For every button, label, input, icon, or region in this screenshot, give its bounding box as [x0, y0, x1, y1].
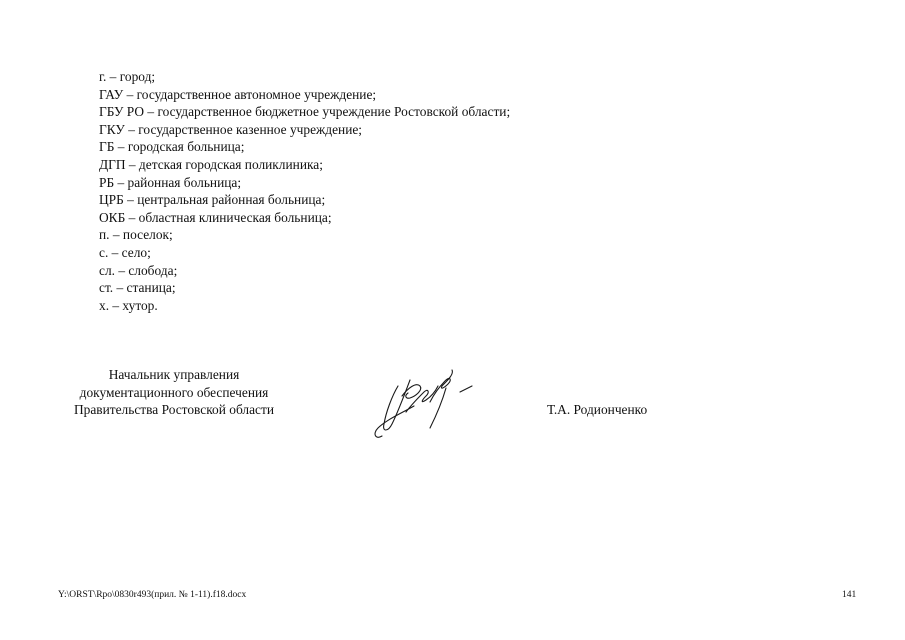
abbreviation-item: ОКБ – областная клиническая больница;	[99, 209, 332, 225]
abbreviation-item: х. – хутор.	[99, 297, 158, 313]
footer-file-path: Y:\ORST\Rpo\0830r493(прил. № 1-11).f18.docx	[58, 590, 247, 600]
abbreviation-item: с. – село;	[99, 244, 151, 260]
abbreviation-item: ДГП – детская городская поликлиника;	[99, 156, 323, 172]
abbreviation-item: РБ – районная больница;	[99, 174, 242, 190]
abbreviation-item: ГАУ – государственное автономное учреждение;	[99, 86, 377, 102]
abbreviation-list	[99, 68, 510, 314]
abbreviation-item: сл. – слобода;	[99, 262, 178, 278]
position-line: Начальник управления	[108, 367, 240, 382]
abbreviation-item: ЦРБ – центральная районная больница;	[99, 192, 326, 208]
signatory-position	[50, 366, 298, 419]
abbreviation-item: ГКУ – государственное казенное учреждение;	[99, 121, 363, 137]
abbreviation-item: ГБУ РО – государственное бюджетное учреждение Ростовской области;	[99, 104, 511, 120]
handwritten-signature	[368, 366, 480, 448]
position-line: Правительства Ростовской области	[73, 402, 275, 418]
page-number: 141	[842, 590, 857, 600]
position-line: документационного обеспечения	[79, 384, 269, 400]
abbreviation-item: г. – город;	[99, 69, 156, 84]
abbreviation-item: ГБ – городская больница;	[99, 139, 245, 155]
abbreviation-item: ст. – станица;	[99, 280, 176, 296]
abbreviation-item: п. – поселок;	[99, 227, 173, 243]
signer-name: Т.А. Родионченко	[547, 402, 648, 417]
